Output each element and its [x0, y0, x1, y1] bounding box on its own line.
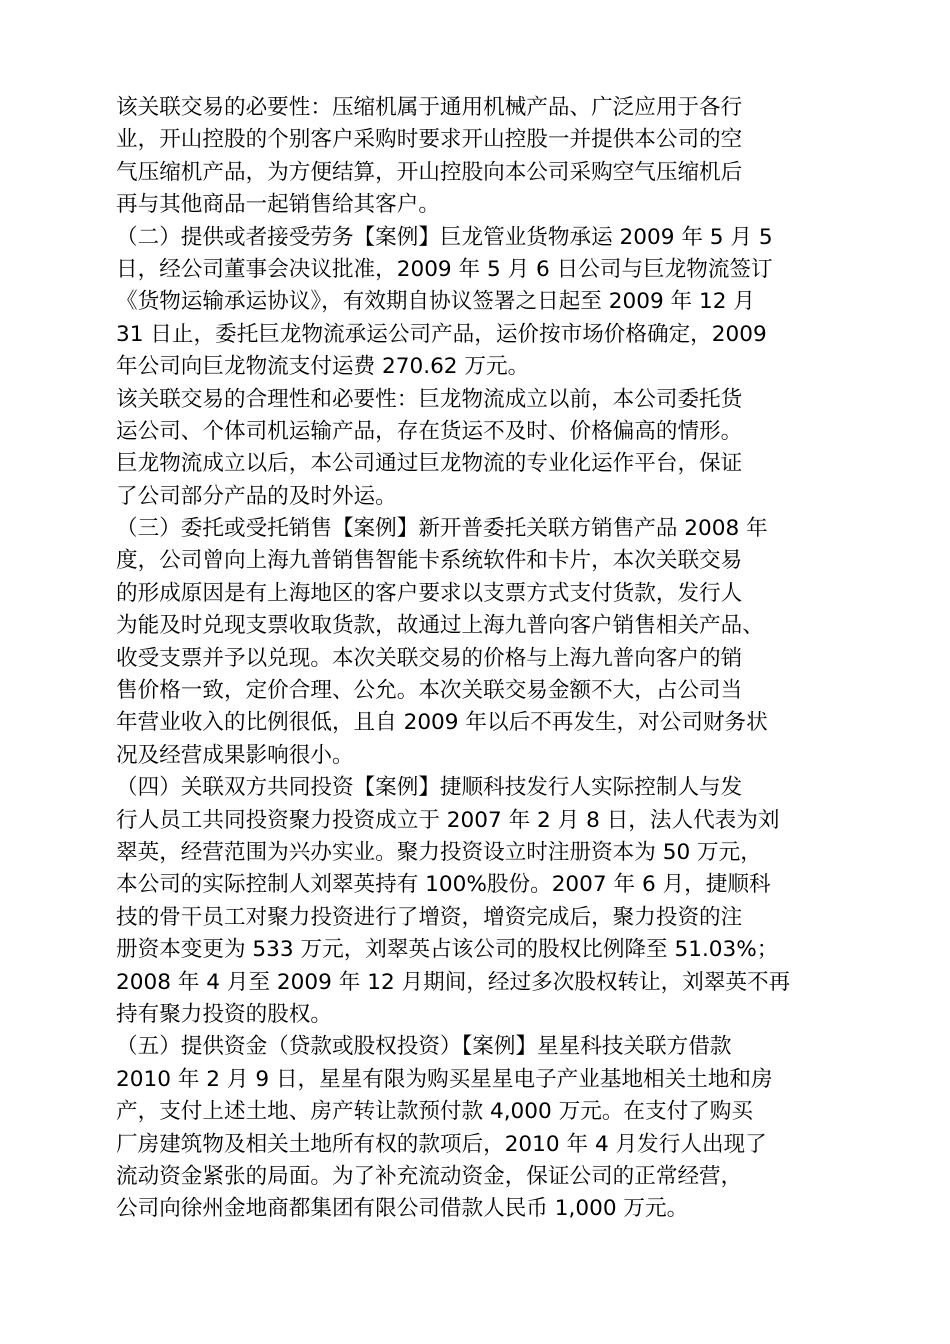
- paragraph-services-case: [116, 222, 834, 384]
- section-heading-joint-investment: （四）关联双方共同投资【案例】捷顺科技发行人实际控制人与发: [116, 775, 743, 801]
- section-heading-consignment: （三）委托或受托销售【案例】新开普委托关联方销售产品 2008 年: [116, 516, 768, 542]
- paragraph-necessity-compressor: [116, 92, 834, 222]
- text-line: 售价格一致，定价合理、公允。本次关联交易金额不大，占公司当: [116, 678, 743, 704]
- text-line: 年公司向巨龙物流支付运费 270.62 万元。: [116, 354, 530, 380]
- text-line: 31 日止，委托巨龙物流承运公司产品，运价按市场价格确定，2009: [116, 321, 767, 347]
- text-line: 公司向徐州金地商都集团有限公司借款人民币 1,000 万元。: [116, 1196, 689, 1222]
- text-line: 巨龙物流成立以后，本公司通过巨龙物流的专业化运作平台，保证: [116, 451, 743, 477]
- text-line: 技的骨干员工对聚力投资进行了增资，增资完成后，聚力投资的注: [116, 904, 743, 930]
- text-line: 持有聚力投资的股权。: [116, 1001, 332, 1027]
- document-page: [116, 92, 834, 1226]
- text-line: 翠英，经营范围为兴办实业。聚力投资设立时注册资本为 50 万元，: [116, 839, 762, 865]
- text-line: 为能及时兑现支票收取货款，故通过上海九普向客户销售相关产品、: [116, 613, 764, 639]
- text-line: 日，经公司董事会决议批准，2009 年 5 月 6 日公司与巨龙物流签订: [116, 256, 773, 282]
- paragraph-consignment-sales-case: [116, 513, 834, 772]
- text-line: 厂房建筑物及相关土地所有权的款项后，2010 年 4 月发行人出现了: [116, 1131, 767, 1157]
- text-line: 2008 年 4 月至 2009 年 12 月期间，经过多次股权转让，刘翠英不再: [116, 969, 791, 995]
- paragraph-funding-case: [116, 1031, 834, 1225]
- text-line: 该关联交易的合理性和必要性：巨龙物流成立以前，本公司委托货: [116, 386, 743, 412]
- text-line: 况及经营成果影响很小。: [116, 742, 354, 768]
- text-line: 业，开山控股的个别客户采购时要求开山控股一并提供本公司的空: [116, 127, 743, 153]
- paragraph-joint-investment-case: [116, 772, 834, 1031]
- section-heading-services: （二）提供或者接受劳务【案例】巨龙管业货物承运 2009 年 5 月 5: [116, 224, 773, 250]
- text-line: 流动资金紧张的局面。为了补充流动资金，保证公司的正常经营，: [116, 1163, 743, 1189]
- text-line: 运公司、个体司机运输产品，存在货运不及时、价格偏高的情形。: [116, 418, 743, 444]
- text-line: 气压缩机产品，为方便结算，开山控股向本公司采购空气压缩机后: [116, 159, 743, 185]
- text-line: 本公司的实际控制人刘翠英持有 100%股份。2007 年 6 月，捷顺科: [116, 872, 771, 898]
- text-line: 的形成原因是有上海地区的客户要求以支票方式支付货款，发行人: [116, 580, 743, 606]
- text-line: 收受支票并予以兑现。本次关联交易的价格与上海九普向客户的销: [116, 645, 743, 671]
- text-line: 行人员工共同投资聚力投资成立于 2007 年 2 月 8 日，法人代表为刘: [116, 807, 780, 833]
- text-line: 2010 年 2 月 9 日，星星有限为购买星星电子产业基地相关土地和房: [116, 1066, 773, 1092]
- text-line: 再与其他商品一起销售给其客户。: [116, 192, 440, 218]
- section-heading-funding: （五）提供资金（贷款或股权投资）【案例】星星科技关联方借款: [116, 1034, 732, 1060]
- text-line: 该关联交易的必要性：压缩机属于通用机械产品、广泛应用于各行: [116, 95, 743, 120]
- text-line: 《货物运输承运协议》，有效期自协议签署之日起至 2009 年 12 月: [116, 289, 755, 315]
- text-line: 册资本变更为 533 万元，刘翠英占该公司的股权比例降至 51.03%；: [116, 937, 779, 963]
- text-line: 了公司部分产品的及时外运。: [116, 483, 397, 509]
- paragraph-rationality-logistics: [116, 384, 834, 514]
- text-line: 年营业收入的比例很低，且自 2009 年以后不再发生，对公司财务状: [116, 710, 768, 736]
- text-line: 度，公司曾向上海九普销售智能卡系统软件和卡片，本次关联交易: [116, 548, 743, 574]
- text-line: 产，支付上述土地、房产转让款预付款 4,000 万元。在支付了购买: [116, 1099, 753, 1125]
